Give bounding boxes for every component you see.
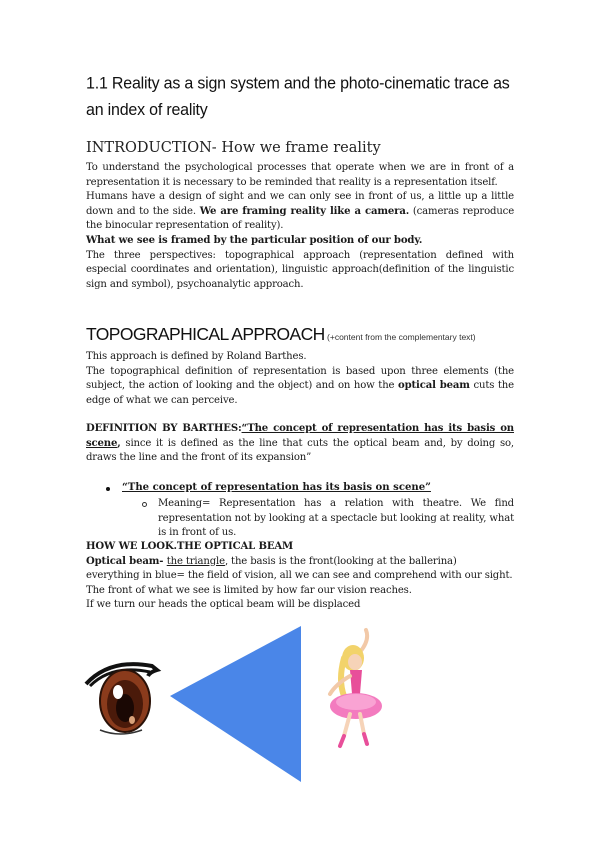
topo-paragraph <box>86 350 514 408</box>
intro-heading: INTRODUCTION- How we frame reality <box>86 140 381 156</box>
beam-label: Optical beam <box>86 555 160 567</box>
intro-p2-end: (cameras reproduce the binocular representation of reality). <box>86 205 515 232</box>
definition-rest: since it is defined as the line that cuts the optical beam and, by doing so, draws the line and the front of its expansion” <box>86 437 514 464</box>
topographical-heading-text: TOPOGRAPHICAL APPROACH <box>86 324 325 344</box>
bullet-text: “The concept of representation has its basis on scene” <box>122 482 431 493</box>
topo-p1: This approach is defined by Roland Barthes. <box>86 351 307 362</box>
line-turn: If we turn our heads the optical beam will be displaced <box>86 599 361 611</box>
definition-quote: “The concept of representation has its basis on scene <box>86 423 514 449</box>
subbullet-circle <box>142 502 147 507</box>
intro-paragraph <box>86 161 514 292</box>
beam-dash: - <box>159 555 167 567</box>
topographical-heading-note: (+content from the complementary text) <box>324 332 476 342</box>
intro-p1: To understand the psychological processes that operate when we are in front of a representation it is necessary to be reminded that reality is a representation itself. <box>86 162 514 188</box>
intro-p2-bold: We are framing reality like a camera. <box>199 205 410 217</box>
topo-p2-bold: optical beam <box>398 380 470 392</box>
line-front: The front of what we see is limited by how far our vision reaches. <box>86 584 412 596</box>
beam-rest: , the basis is the front(looking at the ballerina) <box>224 555 457 567</box>
beam-triangle: the triangle <box>166 555 225 567</box>
subbullet-text: Meaning= Representation has a relation with theatre. We find representation not by looking at a spectacle but looking at reality, what is in front of us. <box>158 498 514 539</box>
definition-paragraph <box>86 422 514 466</box>
intro-p4: The three perspectives: topographical approach (representation defined with especial coordinates and orientation), linguistic approach(definition of the linguistic sign and symbol), psychoanalytic approach. <box>86 249 514 290</box>
optical-beam-triangle <box>170 626 301 782</box>
definition-label: DEFINITION BY BARTHES: <box>86 423 242 434</box>
intro-p3: What we see is framed by the particular position of our body. <box>86 234 423 246</box>
optical-beam-section <box>86 540 514 613</box>
how-we-look-heading: HOW WE LOOK.THE OPTICAL BEAM <box>86 541 294 552</box>
subbullet-item <box>144 497 514 541</box>
topographical-heading <box>86 324 476 345</box>
intro-p2-start: Humans have a design of sight and we can only see in front of us, a little up a little down and to the side. <box>86 191 514 217</box>
topo-p2-end: cuts the edge of what we can perceive. <box>86 380 514 406</box>
eye-icon <box>86 664 157 734</box>
section-title: 1.1 Reality as a sign system and the photo-cinematic trace as an index of reality <box>86 74 510 120</box>
optical-beam-illustration <box>0 610 600 800</box>
definition-comma: , <box>117 437 121 449</box>
topo-p2-start: The topographical definition of representation is based upon three elements (the subject, the action of looking and the object) and on how the <box>86 365 514 392</box>
bullet-dot <box>106 487 110 491</box>
line-blue: everything in blue= the field of vision, all we can see and comprehend with our sight. <box>86 570 513 582</box>
ballerina-icon <box>330 630 382 746</box>
